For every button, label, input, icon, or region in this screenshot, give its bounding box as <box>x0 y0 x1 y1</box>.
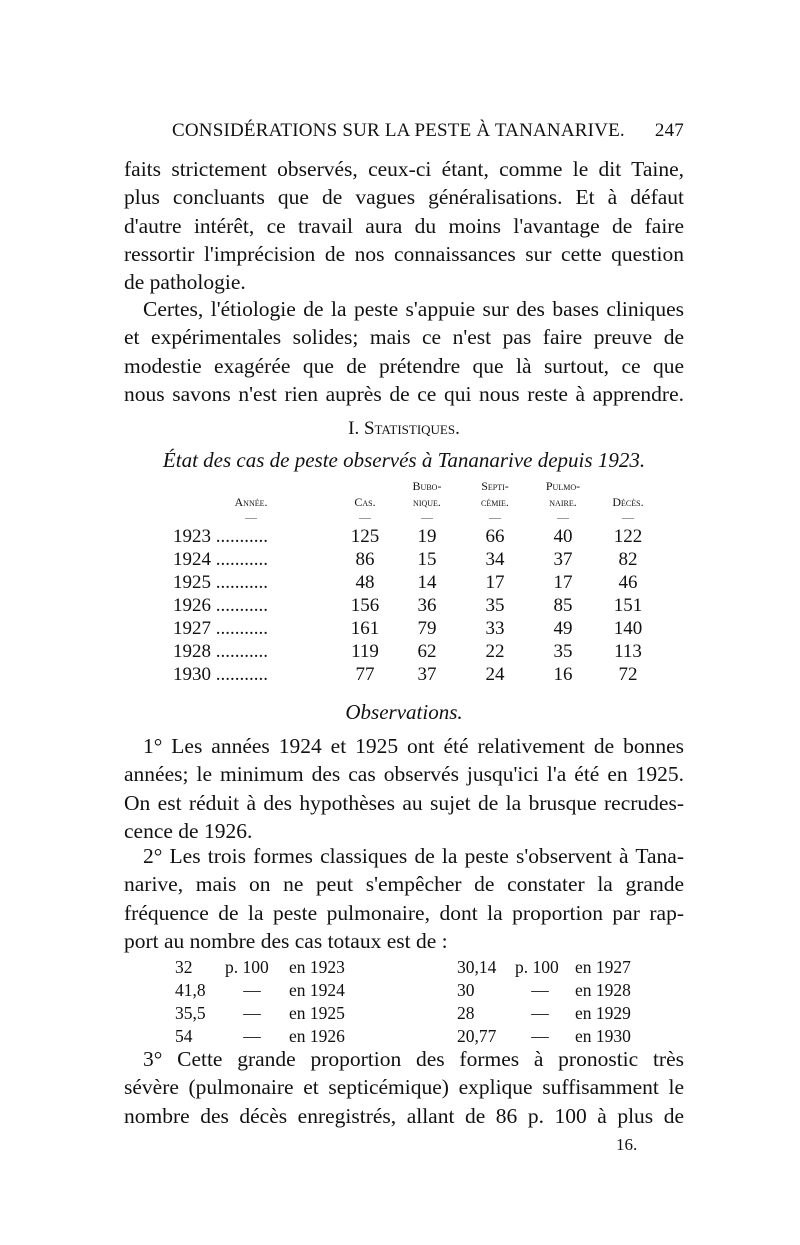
rule-cell: — <box>489 510 501 524</box>
header-cell <box>165 478 337 494</box>
deaths-cell: 82 <box>618 548 638 570</box>
value-cell: 30,14 <box>457 957 497 977</box>
header-cell: Décès. <box>612 495 644 509</box>
rule-cell: — <box>622 510 634 524</box>
header-cell: Septi- <box>481 479 509 493</box>
text-line: années; le minimum des cas observés jusqu'ici l'a été en 1925. <box>124 762 684 787</box>
text-line: modestie exagérée que de prétendre que là surtout, ce que <box>124 353 684 378</box>
pulmonary-cell: 17 <box>553 571 573 593</box>
value-cell: 20,77 <box>457 1026 497 1046</box>
paragraph-1 <box>124 155 684 296</box>
text-line: port au nombre des cas totaux est de : <box>124 928 448 953</box>
page-number: 247 <box>654 120 684 141</box>
table-row <box>165 594 659 617</box>
pulmonary-cell: 37 <box>553 548 573 570</box>
year-cell: 1930 ........... <box>173 663 268 685</box>
unit-cell: p. 100 <box>515 957 559 977</box>
table-header-bottom <box>165 494 659 510</box>
table-row <box>165 548 659 571</box>
year-cell: 1928 ........... <box>173 640 268 662</box>
deaths-cell: 46 <box>618 571 638 593</box>
table-row <box>165 617 659 640</box>
header-cell: naire. <box>549 495 577 509</box>
year-cell: 1926 ........... <box>173 594 268 616</box>
table-row <box>165 525 659 548</box>
header-cell: Pulmo- <box>545 479 581 493</box>
unit-cell: — <box>243 980 261 1000</box>
text-line: faits strictement observés, ceux-ci étant, comme le dit Taine, <box>124 157 684 181</box>
text-line: d'autre intérêt, ce travail aura du moins l'avantage de faire <box>124 213 684 238</box>
value-cell: 35,5 <box>175 1003 206 1023</box>
header-cell <box>597 478 659 494</box>
septicemic-cell: 66 <box>485 525 505 547</box>
year-cell: 1925 ........... <box>173 571 268 593</box>
observation-2 <box>124 842 684 955</box>
unit-cell: — <box>531 980 549 1000</box>
table-row <box>165 640 659 663</box>
septicemic-cell: 22 <box>485 640 505 662</box>
year-cell: 1927 ........... <box>173 617 268 639</box>
bubonic-cell: 36 <box>417 594 437 616</box>
year-cell: 1924 ........... <box>173 548 268 570</box>
table-header-top <box>165 478 659 494</box>
pulmonary-cell: 40 <box>553 525 573 547</box>
table-row <box>165 571 659 594</box>
text-line: Certes, l'étiologie de la peste s'appuie sur des bases cliniques <box>143 297 684 321</box>
cases-cell: 125 <box>350 525 380 547</box>
text-line: ressortir l'imprécision de nos connaissances sur cette question <box>124 241 684 266</box>
deaths-cell: 113 <box>614 640 642 662</box>
header-cell: Bubo- <box>412 479 442 493</box>
bubonic-cell: 37 <box>417 663 437 685</box>
pulmonary-cell: 35 <box>553 640 573 662</box>
header-cell: cémie. <box>481 495 509 509</box>
year-cell: en 1925 <box>289 1003 345 1023</box>
text-line: 3° Cette grande proportion des formes à pronostic très <box>143 1047 684 1071</box>
header-cell: Année. <box>234 495 268 509</box>
text-line: de pathologie. <box>124 270 246 295</box>
unit-cell: — <box>531 1003 549 1023</box>
section-heading: I. Statistiques. <box>348 418 460 439</box>
signature-mark: 16. <box>616 1135 638 1154</box>
bubonic-cell: 62 <box>417 640 437 662</box>
year-cell: en 1928 <box>575 980 631 1000</box>
deaths-cell: 122 <box>613 525 643 547</box>
year-cell: 1923 ........... <box>173 525 268 547</box>
pulmonary-cell: 49 <box>553 617 573 639</box>
pulmonary-cell: 85 <box>553 594 573 616</box>
pulmonary-proportion-table <box>170 956 636 1048</box>
table-row <box>170 956 636 979</box>
table-row <box>170 979 636 1002</box>
cases-cell: 161 <box>350 617 380 639</box>
bubonic-cell: 15 <box>417 548 437 570</box>
bubonic-cell: 19 <box>417 525 437 547</box>
bubonic-cell: 79 <box>417 617 437 639</box>
cases-cell: 156 <box>350 594 380 616</box>
cases-cell: 48 <box>355 571 375 593</box>
text-line: nombre des décès enregistrés, allant de 86 p. 100 à plus de <box>124 1103 684 1128</box>
running-head-title: CONSIDÉRATIONS SUR LA PESTE À TANANARIVE. <box>172 120 625 141</box>
septicemic-cell: 17 <box>485 571 505 593</box>
septicemic-cell: 33 <box>485 617 505 639</box>
text-line: narive, mais on ne peut s'empêcher de constater la grande <box>124 872 684 897</box>
cases-cell: 86 <box>355 548 375 570</box>
table-row <box>165 663 659 686</box>
unit-cell: — <box>243 1026 261 1046</box>
table-rule-row <box>165 510 659 525</box>
text-line: nous savons n'est rien auprès de ce qui nous reste à apprendre. <box>124 381 684 406</box>
text-line: et expérimentales solides; mais ce n'est pas faire preuve de <box>124 325 684 350</box>
text-line: 2° Les trois formes classiques de la peste s'observent à Tana- <box>143 844 684 868</box>
value-cell: 41,8 <box>175 980 206 1000</box>
year-cell: en 1926 <box>289 1026 345 1046</box>
year-cell: en 1930 <box>575 1026 631 1046</box>
statistics-table <box>165 478 659 686</box>
bubonic-cell: 14 <box>417 571 437 593</box>
year-cell: en 1929 <box>575 1003 631 1023</box>
text-line: sévère (pulmonaire et septicémique) explique suffisamment le <box>124 1075 684 1100</box>
table-row <box>170 1002 636 1025</box>
value-cell: 32 <box>175 957 193 977</box>
value-cell: 28 <box>457 1003 475 1023</box>
year-cell: en 1923 <box>289 957 345 977</box>
cases-cell: 77 <box>355 663 375 685</box>
value-cell: 30 <box>457 980 475 1000</box>
septicemic-cell: 35 <box>485 594 505 616</box>
header-cell: nique. <box>413 495 441 509</box>
text-line: 1° Les années 1924 et 1925 ont été relativement de bonnes <box>143 734 684 758</box>
text-line: fréquence de la peste pulmonaire, dont la proportion par rap- <box>124 900 684 925</box>
septicemic-cell: 24 <box>485 663 505 685</box>
header-cell: Cas. <box>354 495 376 509</box>
text-line: plus concluants que de vagues généralisations. Et à défaut <box>124 185 684 210</box>
unit-cell: p. 100 <box>225 957 269 977</box>
observation-1 <box>124 732 684 845</box>
value-cell: 54 <box>175 1026 193 1046</box>
year-cell: en 1924 <box>289 980 345 1000</box>
header-cell <box>337 478 393 494</box>
deaths-cell: 72 <box>618 663 638 685</box>
table-caption: État des cas de peste observés à Tananarive depuis 1923. <box>162 448 646 472</box>
septicemic-cell: 34 <box>485 548 505 570</box>
year-cell: en 1927 <box>575 957 631 977</box>
rule-cell: — <box>359 510 371 524</box>
cases-cell: 119 <box>351 640 379 662</box>
unit-cell: — <box>531 1026 549 1046</box>
pulmonary-cell: 16 <box>553 663 573 685</box>
rule-cell: — <box>421 510 433 524</box>
deaths-cell: 151 <box>613 594 643 616</box>
rule-cell: — <box>557 510 569 524</box>
observation-3 <box>124 1045 684 1130</box>
deaths-cell: 140 <box>613 617 643 639</box>
rule-cell: — <box>245 510 257 524</box>
paragraph-2 <box>124 295 684 408</box>
unit-cell: — <box>243 1003 261 1023</box>
observations-heading: Observations. <box>345 700 463 724</box>
text-line: cence de 1926. <box>124 818 253 843</box>
text-line: On est réduit à des hypothèses au sujet de la brusque recrudes- <box>124 790 684 815</box>
